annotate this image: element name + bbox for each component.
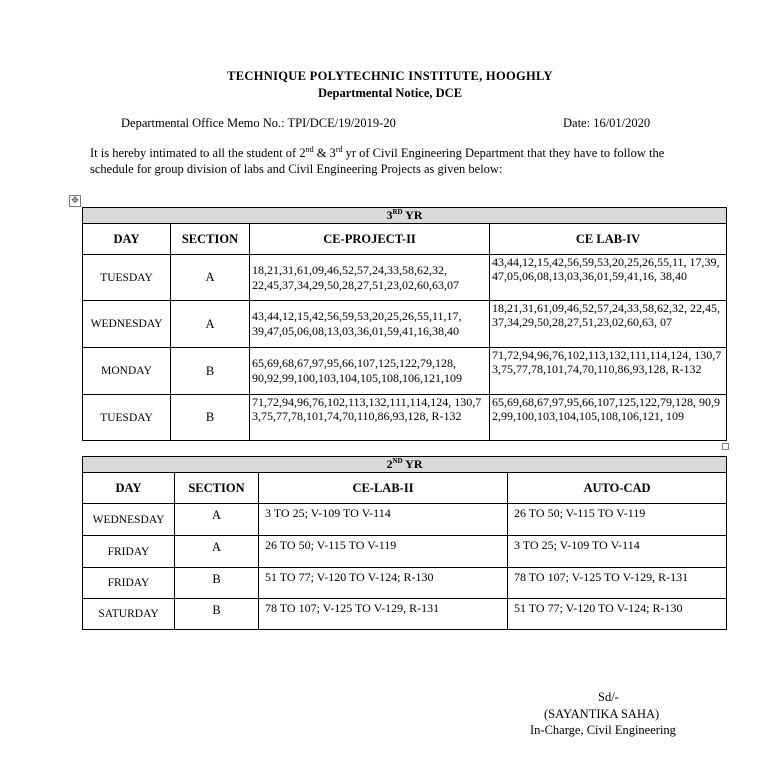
roll-range-cell: 26 TO 50; V-115 TO V-119	[508, 504, 727, 536]
table-resize-icon[interactable]	[722, 443, 729, 450]
signatory-name: (SAYANTIKA SAHA)	[544, 707, 660, 721]
second-year-band: 2ND YR	[83, 457, 727, 473]
table-row	[83, 255, 727, 301]
section-cell: B	[175, 599, 259, 630]
roll-list-cell: 43,44,12,15,42,56,59,53,20,25,26,55,11, 17,39,47,05,06,08,13,03,36,01,59,41,16, 38,40	[490, 255, 727, 301]
signature-sd: Sd/-	[598, 690, 619, 704]
roll-list-cell: 71,72,94,96,76,102,113,132,111,114,124, 130,73,75,77,78,101,74,70,110,86,93,128, R-132	[490, 348, 727, 395]
memo-number: Departmental Office Memo No.: TPI/DCE/19/2019-20	[121, 116, 396, 130]
section-cell: B	[175, 568, 259, 599]
roll-list-cell: 18,21,31,61,09,46,52,57,24,33,58,62,32, 22,45,37,34,29,50,28,27,51,23,02,60,63,07	[250, 255, 490, 301]
table-row	[83, 536, 727, 568]
day-cell: FRIDAY	[83, 536, 175, 568]
roll-range-cell: 78 TO 107; V-125 TO V-129, R-131	[259, 599, 508, 630]
signatory-title: In-Charge, Civil Engineering	[530, 723, 676, 737]
table-row	[83, 504, 727, 536]
table-move-icon[interactable]: ✥	[69, 195, 81, 207]
day-cell: WEDNESDAY	[83, 301, 171, 348]
section-cell: B	[171, 395, 250, 441]
notice-title: Departmental Notice, DCE	[317, 86, 463, 100]
roll-range-cell: 3 TO 25; V-109 TO V-114	[508, 536, 727, 568]
header-section: SECTION	[171, 224, 250, 255]
notice-date: Date: 16/01/2020	[563, 116, 651, 130]
day-cell: FRIDAY	[83, 568, 175, 599]
roll-range-cell: 78 TO 107; V-125 TO V-129, R-131	[508, 568, 727, 599]
table-row	[83, 348, 727, 395]
roll-list-cell: 43,44,12,15,42,56,59,53,20,25,26,55,11,17, 39,47,05,06,08,13,03,36,01,59,41,16,38,40	[250, 301, 490, 348]
day-cell: TUESDAY	[83, 255, 171, 301]
table-row	[83, 301, 727, 348]
institute-name: TECHNIQUE POLYTECHNIC INSTITUTE, HOOGHLY	[227, 69, 553, 83]
roll-list-cell: 18,21,31,61,09,46,52,57,24,33,58,62,32, 22,45,37,34,29,50,28,27,51,23,02,60,63, 07	[490, 301, 727, 348]
third-year-band: 3RD YR	[83, 208, 727, 224]
day-cell: WEDNESDAY	[83, 504, 175, 536]
section-cell: A	[175, 504, 259, 536]
section-cell: B	[171, 348, 250, 395]
header-ce-lab-ii: CE-LAB-II	[259, 473, 508, 504]
roll-range-cell: 51 TO 77; V-120 TO V-124; R-130	[259, 568, 508, 599]
roll-range-cell: 26 TO 50; V-115 TO V-119	[259, 536, 508, 568]
header-auto-cad: AUTO-CAD	[508, 473, 727, 504]
roll-range-cell: 3 TO 25; V-109 TO V-114	[259, 504, 508, 536]
section-cell: A	[171, 301, 250, 348]
roll-list-cell: 65,69,68,67,97,95,66,107,125,122,79,128, 90,92,99,100,103,104,105,108,106,121, 109	[490, 395, 727, 441]
table-row	[83, 395, 727, 441]
day-cell: MONDAY	[83, 348, 171, 395]
roll-list-cell: 71,72,94,96,76,102,113,132,111,114,124, 130,73,75,77,78,101,74,70,110,86,93,128, R-132	[250, 395, 490, 441]
table-row	[83, 568, 727, 599]
header-ce-project-ii: CE-PROJECT-II	[250, 224, 490, 255]
header-ce-lab-iv: CE LAB-IV	[490, 224, 727, 255]
day-cell: TUESDAY	[83, 395, 171, 441]
header-day: DAY	[83, 224, 171, 255]
day-cell: SATURDAY	[83, 599, 175, 630]
second-year-table	[82, 456, 727, 630]
section-cell: A	[171, 255, 250, 301]
header-day: DAY	[83, 473, 175, 504]
section-cell: A	[175, 536, 259, 568]
table-row	[83, 599, 727, 630]
roll-range-cell: 51 TO 77; V-120 TO V-124; R-130	[508, 599, 727, 630]
roll-list-cell: 65,69,68,67,97,95,66,107,125,122,79,128, 90,92,99,100,103,104,105,108,106,121,109	[250, 348, 490, 395]
header-section: SECTION	[175, 473, 259, 504]
third-year-table	[82, 207, 727, 441]
intro-paragraph: It is hereby intimated to all the student of 2nd & 3rd yr of Civil Engineering Department that they have to follow the schedule for group division of labs and Civil Engineering Projects as given below:	[90, 144, 665, 176]
